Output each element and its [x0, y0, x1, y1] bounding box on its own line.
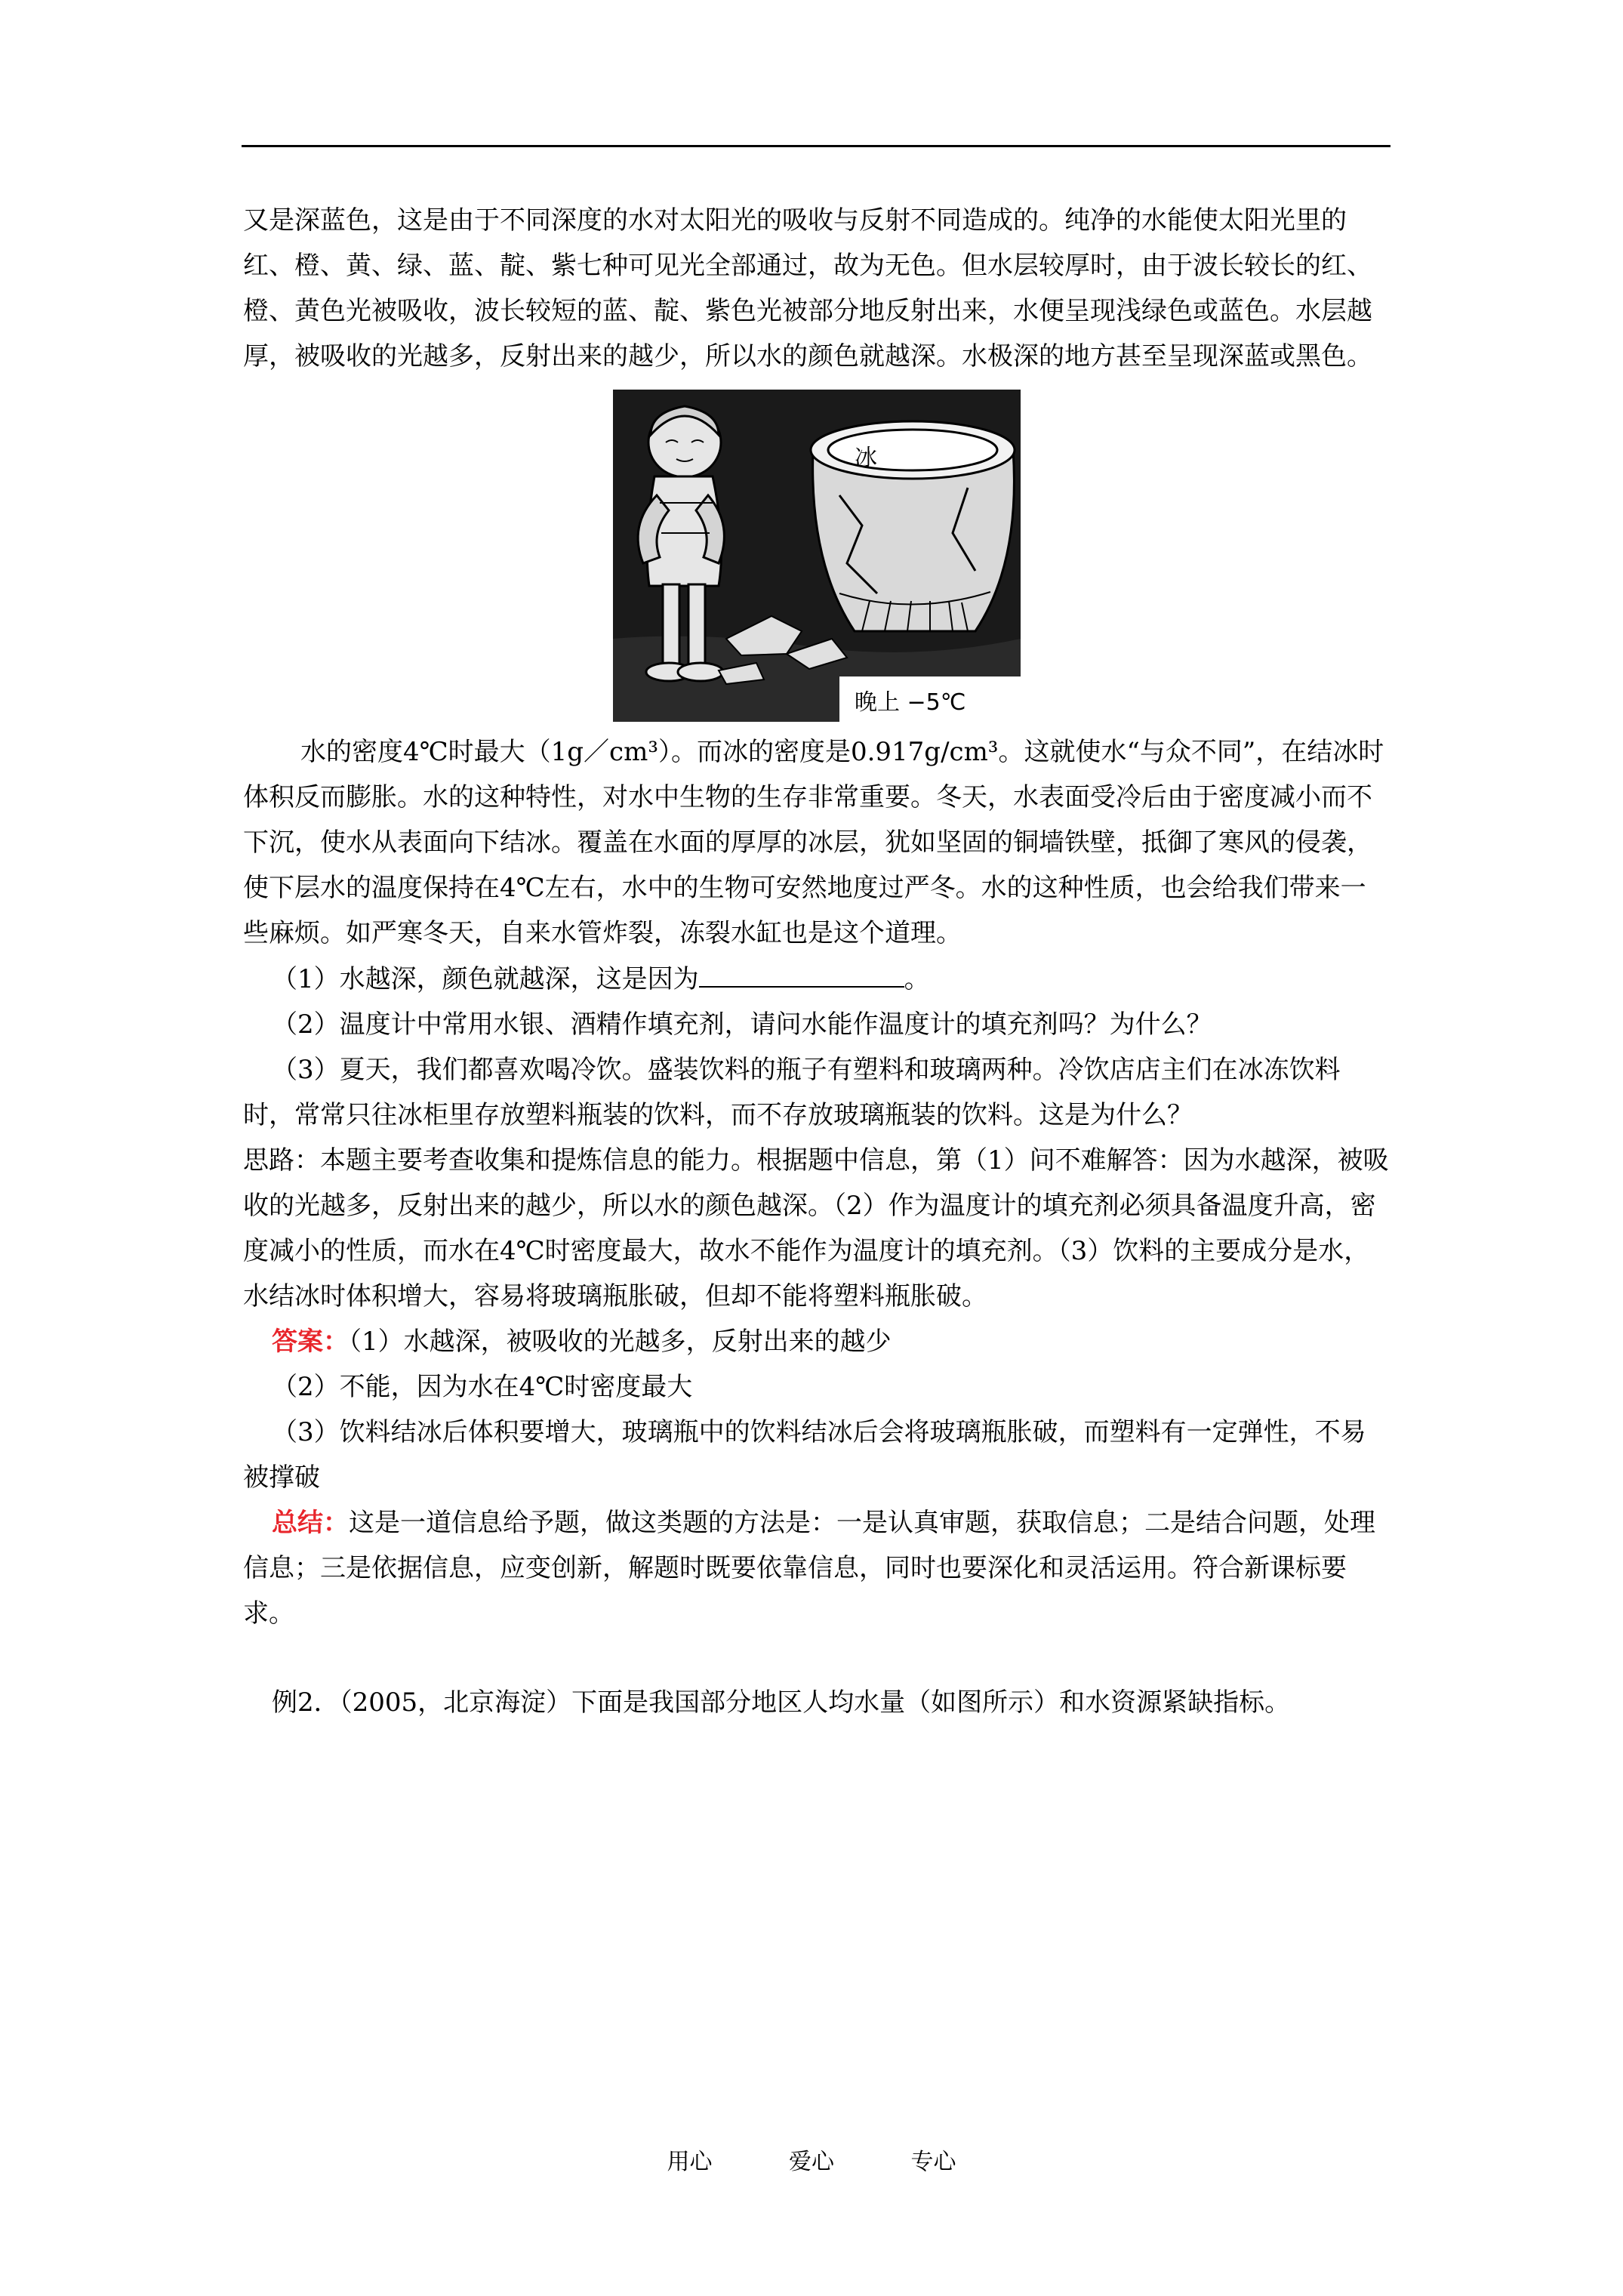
vat-ice-label: 冰 — [855, 445, 877, 471]
question-1-end: 。 — [904, 964, 930, 994]
question-1-text: （1）水越深，颜色就越深，这是因为 — [272, 964, 699, 994]
summary-label: 总结： — [272, 1508, 349, 1538]
question-1 — [243, 956, 1390, 1002]
summary-text: 这是一道信息给予题，做这类题的方法是：一是认真审题，获取信息；二是结合问题，处理信息；三是依据信息，应变创新，解题时既要依靠信息，同时也要深化和灵活运用。符合新课标要求。 — [243, 1508, 1375, 1629]
answer-2: （2）不能，因为水在4℃时密度最大 — [272, 1372, 693, 1402]
page-footer — [0, 2143, 1623, 2176]
footer-middle: 爱心 — [789, 2149, 834, 2175]
figure-frozen-vat — [613, 390, 1021, 722]
paragraph-water-color: 又是深蓝色，这是由于不同深度的水对太阳光的吸收与反射不同造成的。纯净的水能使太阳光里的红、橙、黄、绿、蓝、靛、紫七种可见光全部通过，故为无色。但水层较厚时，由于波长较长的红、橙、黄色光被吸收，波长较短的蓝、靛、紫色光被部分地反射出来，水便呈现浅绿色或蓝色。水层越厚，被吸收的光越多，反射出来的越少，所以水的颜色就越深。水极深的地方甚至呈现深蓝或黑色。 — [243, 205, 1372, 371]
footer-right: 专心 — [910, 2149, 956, 2175]
spacer — [243, 1636, 1390, 1680]
answer-1-text: （1）水越深，被吸收的光越多，反射出来的越少 — [349, 1327, 892, 1357]
paragraph-water-density: 水的密度4℃时最大（1g／cm³）。而冰的密度是0.917g/cm³。这就使水“与众不同”，在结冰时体积反而膨胀。水的这种特性，对水中生物的生存非常重要。冬天，水表面受冷后由于密度减小而不下沉，使水从表面向下结冰。覆盖在水面的厚厚的冰层，犹如坚固的铜墙铁壁，抵御了寒风的侵袭，使下层水的温度保持在4℃左右，水中的生物可安然地度过严冬。水的这种性质，也会给我们带来一些麻烦。如严寒冬天，自来水管炸裂，冻裂水缸也是这个道理。 — [243, 737, 1384, 948]
thinking-paragraph: 思路：本题主要考查收集和提炼信息的能力。根据题中信息，第（1）问不难解答：因为水越深，被吸收的光越多，反射出来的越少，所以水的颜色越深。（2）作为温度计的填充剂必须具备温度升高，密度减小的性质，而水在4℃时密度最大，故水不能作为温度计的填充剂。（3）饮料的主要成分是水，水结冰时体积增大，容易将玻璃瓶胀破，但却不能将塑料瓶胀破。 — [243, 1145, 1389, 1311]
figure-caption: 晚上 −5℃ — [855, 689, 966, 716]
answer-label: 答案： — [272, 1327, 349, 1357]
answer-1 — [243, 1319, 1390, 1364]
footer-left: 用心 — [667, 2149, 713, 2175]
question-2: （2）温度计中常用水银、酒精作填充剂，请问水能作温度计的填充剂吗？为什么？ — [272, 1009, 1212, 1040]
header-rule — [242, 145, 1390, 147]
question-3: （3）夏天，我们都喜欢喝冷饮。盛装饮料的瓶子有塑料和玻璃两种。冷饮店店主们在冰冻饮料时，常常只往冰柜里存放塑料瓶装的饮料，而不存放玻璃瓶装的饮料。这是为什么？ — [243, 1055, 1341, 1130]
answer-3: （3）饮料结冰后体积要增大，玻璃瓶中的饮料结冰后会将玻璃瓶胀破，而塑料有一定弹性，不易被撑破 — [243, 1417, 1366, 1493]
example-2: 例2．（2005，北京海淀）下面是我国部分地区人均水量（如图所示）和水资源紧缺指标。 — [272, 1687, 1291, 1718]
answer-blank — [699, 956, 904, 988]
page-content — [243, 198, 1390, 1725]
summary-paragraph — [243, 1500, 1390, 1636]
frozen-vat-illustration — [613, 390, 1021, 722]
